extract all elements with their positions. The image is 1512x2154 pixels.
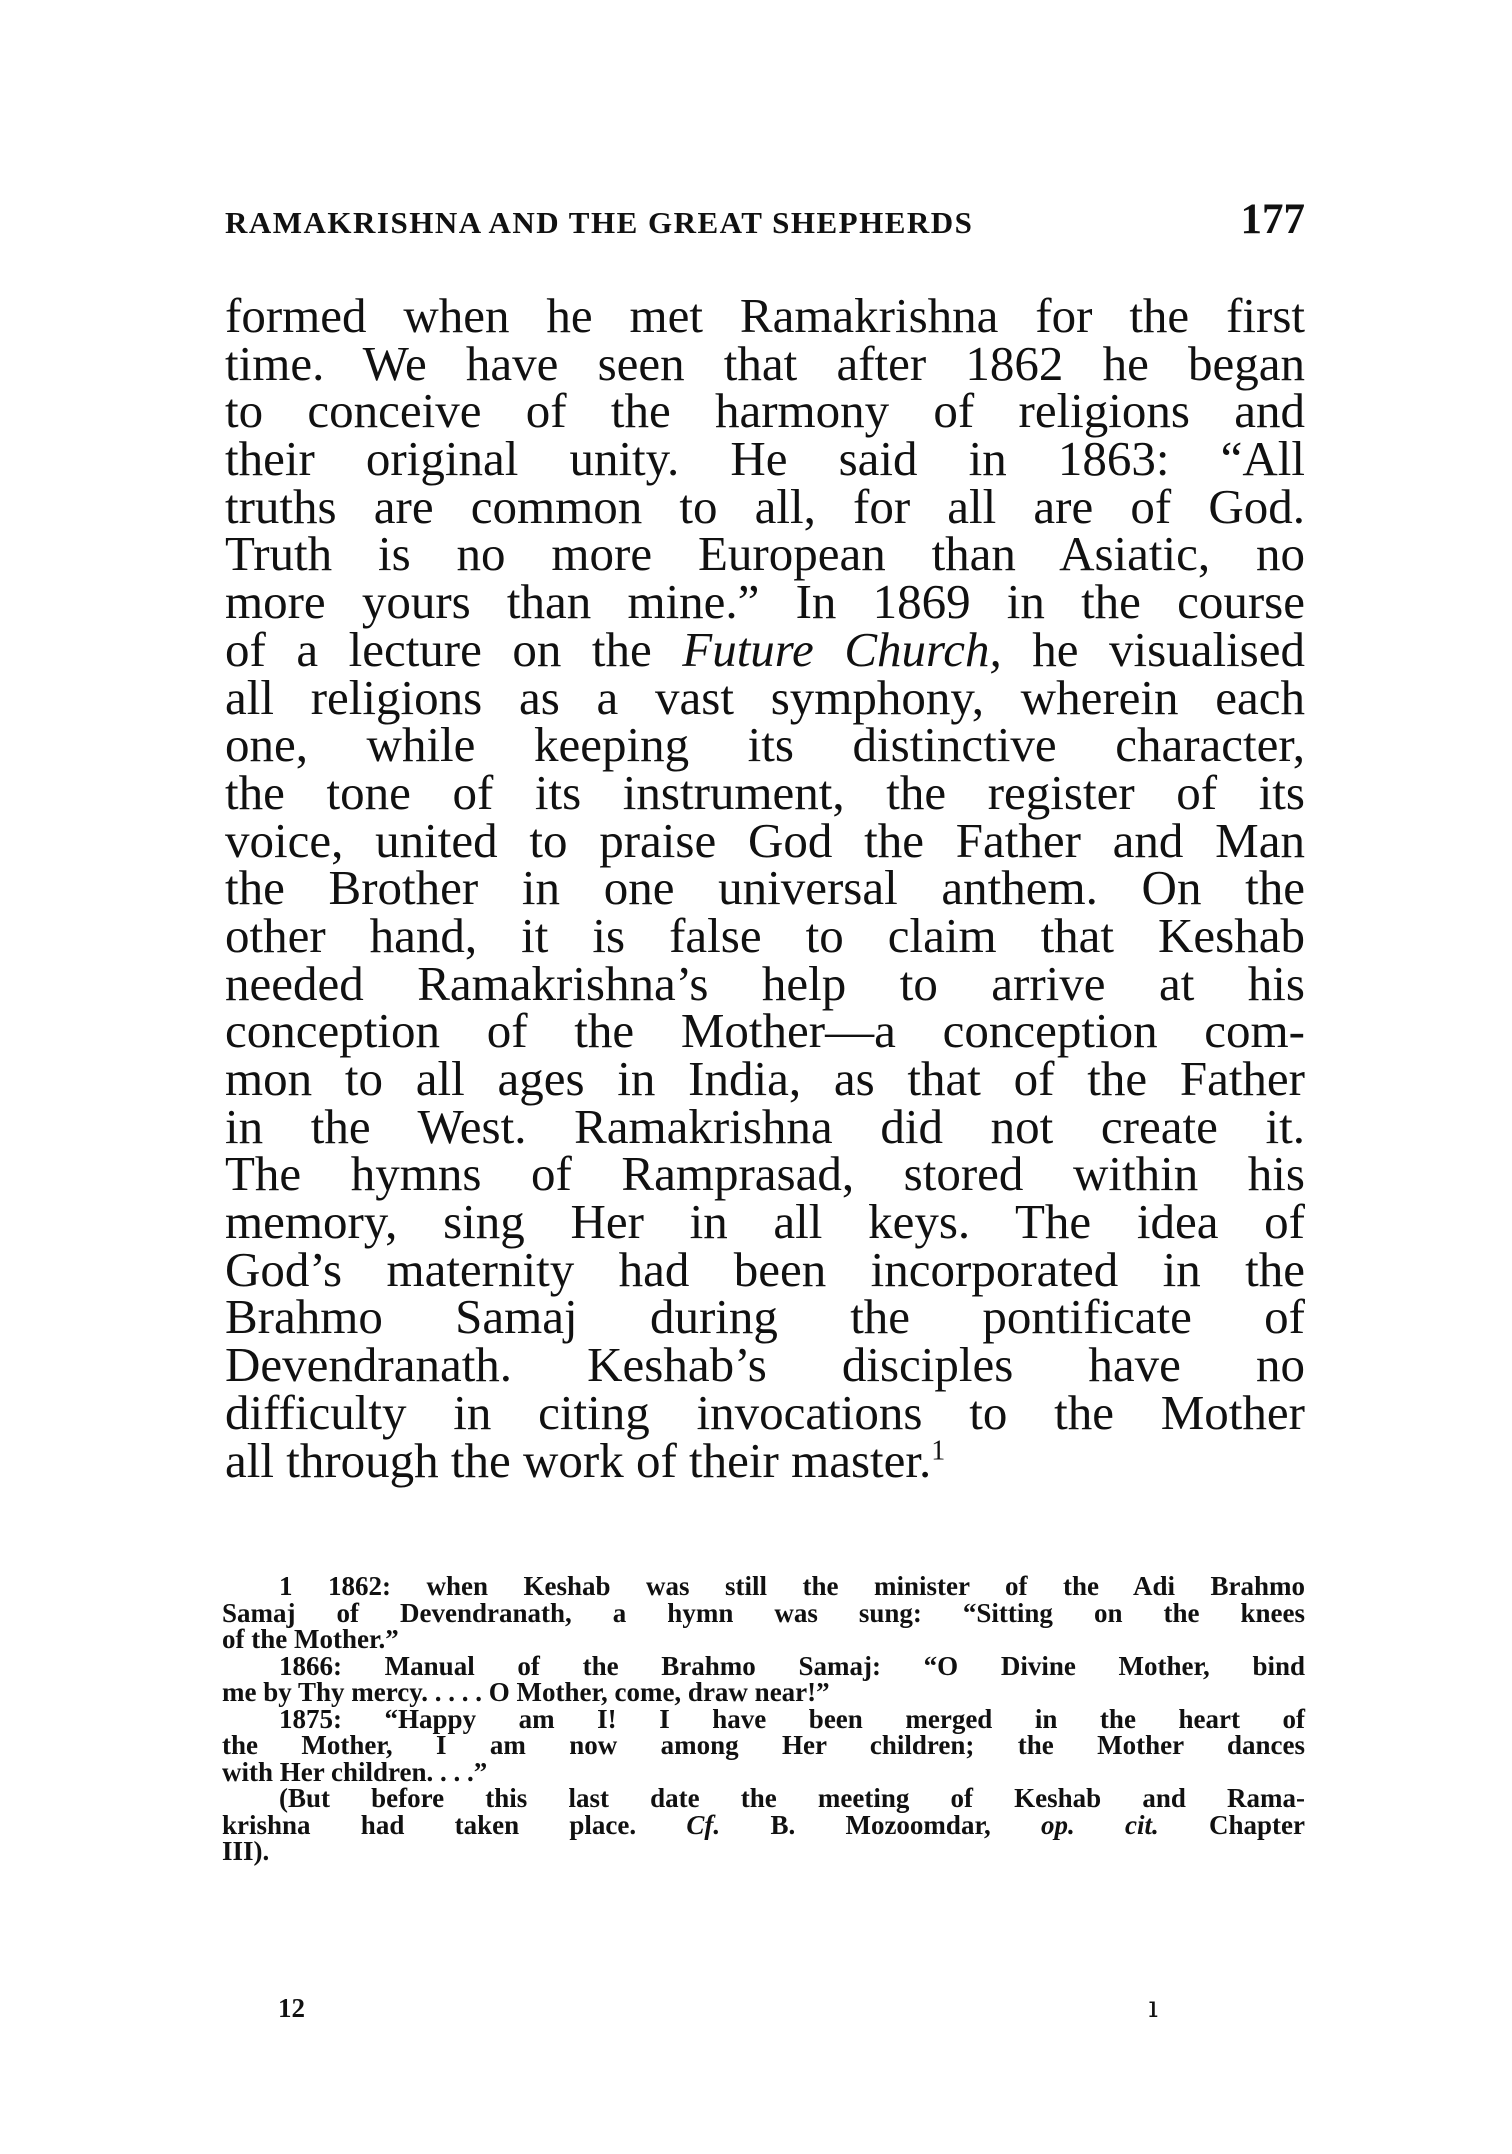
signature-mark: 12 xyxy=(278,1993,305,2023)
footnote-segment: B. Mozoomdar, xyxy=(770,1809,991,1840)
text-line: their original unity. He said in 1863: “All xyxy=(225,431,1305,487)
footnote-line: 1866: Manual of the Brahmo Samaj: “O Divine Mother, bind xyxy=(279,1650,1305,1681)
text-segment: all through the work of their master. xyxy=(225,1432,932,1488)
footnote-line: (But before this last date the meeting of Keshab and Rama- xyxy=(279,1783,1305,1813)
footnote-line xyxy=(222,1809,1306,1840)
italic-title: Future Church, xyxy=(682,621,1002,677)
text-line: memory, sing Her in all keys. The idea of xyxy=(225,1194,1305,1250)
text-line: other hand, it is false to claim that Keshab xyxy=(225,907,1305,963)
footnote-line: the Mother, I am now among Her children; the Mother dances xyxy=(222,1730,1305,1760)
text-line: difficulty in citing invocations to the Mother xyxy=(225,1384,1305,1440)
text-line xyxy=(225,621,1305,677)
text-line: The hymns of Ramprasad, stored within his xyxy=(225,1146,1305,1202)
footnotes xyxy=(222,1573,1305,1865)
text-line: truths are common to all, for all are of God. xyxy=(225,478,1305,534)
main-text xyxy=(225,288,1305,1488)
footnote-line: Samaj of Devendranath, a hymn was sung: “Sitting on the knees xyxy=(222,1597,1305,1628)
text-line: formed when he met Ramakrishna for the first xyxy=(225,288,1305,343)
footnote-segment: krishna had taken place. xyxy=(222,1809,637,1840)
text-line: more yours than mine.” In 1869 in the course xyxy=(225,574,1305,630)
text-line: Devendranath. Keshab’s disciples have no xyxy=(225,1337,1305,1393)
text-line: one, while keeping its distinctive character, xyxy=(225,717,1305,773)
text-line: in the West. Ramakrishna did not create it. xyxy=(225,1098,1305,1154)
footnote-line: III). xyxy=(222,1836,270,1866)
text-segment: of a lecture on the xyxy=(225,621,652,677)
text-line: Truth is no more European than Asiatic, no xyxy=(225,526,1305,582)
footnote-line: with Her children. . . .” xyxy=(222,1756,488,1787)
footnote-line: me by Thy mercy. . . . . O Mother, come, draw near!” xyxy=(222,1677,830,1707)
text-segment: he visualised xyxy=(1032,621,1305,677)
text-line: needed Ramakrishna’s help to arrive at his xyxy=(225,955,1305,1011)
text-line: all religions as a vast symphony, wherein each xyxy=(225,669,1305,725)
signature-line xyxy=(278,1990,1298,2025)
footnote-line: 1875: “Happy am I! I have been merged in the heart of xyxy=(279,1703,1305,1734)
footnote-line: of the Mother.” xyxy=(222,1624,399,1654)
text-line: God’s maternity had been incorporated in the xyxy=(225,1241,1305,1297)
text-line: mon to all ages in India, as that of the Father xyxy=(225,1051,1305,1106)
text-line: the tone of its instrument, the register of its xyxy=(225,764,1305,820)
text-line: Brahmo Samaj during the pontificate of xyxy=(225,1289,1305,1345)
footnote-segment: Chapter xyxy=(1209,1809,1306,1840)
page-number: 177 xyxy=(1240,196,1305,243)
footnote-abbrev: Cf. xyxy=(686,1809,721,1840)
text-line xyxy=(225,1432,1305,1488)
text-line: time. We have seen that after 1862 he began xyxy=(225,335,1305,391)
printer-mark: ı xyxy=(1148,1990,1158,2025)
text-line: voice, united to praise God the Father and Man xyxy=(225,812,1305,868)
text-line: the Brother in one universal anthem. On the xyxy=(225,860,1305,916)
footnote-line: 1 1862: when Keshab was still the minister of the Adi Brahmo xyxy=(279,1571,1305,1601)
text-line: conception of the Mother—a conception com- xyxy=(225,1003,1305,1059)
running-head xyxy=(225,198,1305,248)
running-title: RAMAKRISHNA AND THE GREAT SHEPHERDS xyxy=(225,205,974,240)
text-line: to conceive of the harmony of religions and xyxy=(225,383,1305,439)
footnote-marker: 1 xyxy=(931,1435,946,1467)
footnote-abbrev: op. cit. xyxy=(1040,1809,1159,1840)
